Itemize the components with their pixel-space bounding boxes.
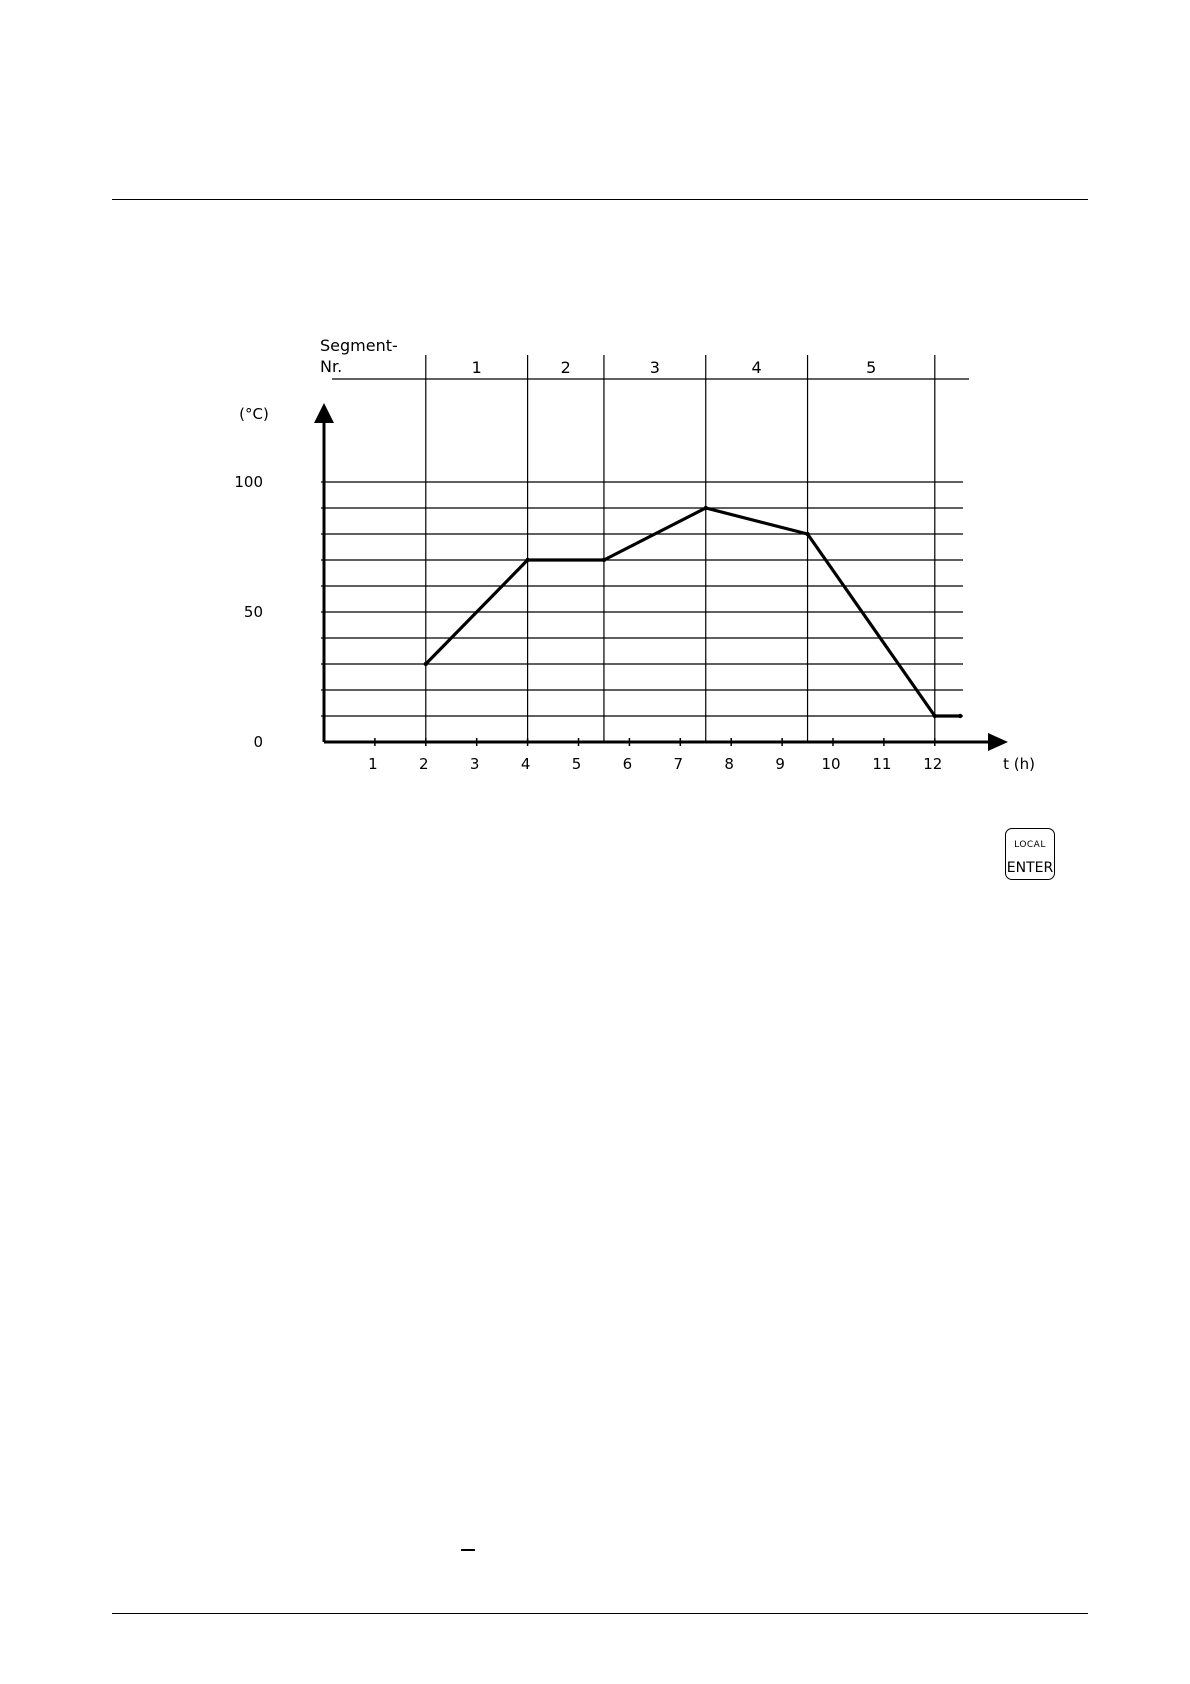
segment-label: 4: [751, 358, 762, 377]
x-axis-label: t (h): [1003, 755, 1035, 773]
y-axis-label: (°C): [239, 405, 269, 423]
data-point: [933, 714, 937, 718]
data-point: [958, 714, 962, 718]
key-bottom-label: ENTER: [1006, 860, 1054, 876]
data-point: [704, 506, 708, 510]
x-tick-label: 5: [571, 755, 582, 773]
local-enter-key: [1005, 828, 1055, 880]
y-axis-arrow: [314, 403, 334, 423]
x-tick-label: 10: [821, 755, 841, 773]
x-tick-label: 12: [923, 755, 943, 773]
x-tick-label: 3: [469, 755, 480, 773]
y-tick-label: 0: [253, 733, 263, 751]
underscore-mark: [461, 1549, 475, 1551]
segment-header-label: Nr.: [320, 357, 343, 376]
data-point: [602, 558, 606, 562]
data-point: [805, 532, 809, 536]
x-tick-label: 9: [775, 755, 785, 773]
x-tick-label: 7: [673, 755, 684, 773]
y-tick-label: 50: [243, 603, 263, 621]
footer-rule: [112, 1613, 1088, 1614]
x-tick-label: 1: [368, 755, 378, 773]
x-tick-label: 2: [419, 755, 429, 773]
segment-label: 1: [471, 358, 482, 377]
segment-label: 3: [649, 358, 660, 377]
x-tick-label: 4: [520, 755, 531, 773]
x-tick-label: 8: [724, 755, 734, 773]
segment-header-label: Segment-: [320, 336, 398, 355]
data-point: [424, 662, 428, 666]
segment-label: 5: [866, 358, 877, 377]
data-point: [525, 558, 529, 562]
x-tick-label: 6: [622, 755, 633, 773]
segment-label: 2: [560, 358, 571, 377]
x-tick-label: 11: [872, 755, 892, 773]
x-axis-arrow: [988, 733, 1008, 751]
key-top-label: LOCAL: [1014, 840, 1046, 850]
y-tick-label: 100: [234, 473, 263, 491]
